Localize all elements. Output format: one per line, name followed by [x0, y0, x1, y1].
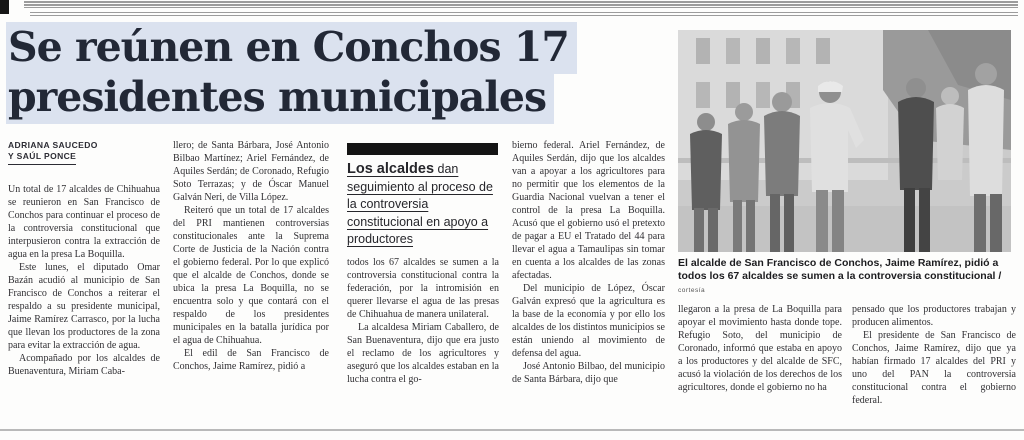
paragraph: todos los 67 alcaldes se sumen a la controversia constitucional contra la federación, por la intromisión en querer llevarse el agua de las presas de Chihuahua de manera unilateral. — [347, 257, 499, 320]
top-rule — [30, 12, 1018, 13]
photo-caption — [678, 257, 1020, 297]
paragraph: llegaron a la presa de La Boquilla para apoyar el movimiento hasta donde tope. Refugio Soto, del municipio de Coronado, informó que estaba en apoyo a los productores y del alcalde de SFC, acusó la violación de los derechos de los agricultores, donde el gobierno no ha — [678, 304, 842, 393]
byline-author-1: ADRIANA SAUCEDO — [8, 140, 98, 150]
photo-illustration — [678, 30, 1011, 252]
headline-line-2: presidentes municipales — [6, 72, 554, 124]
text-column-2 — [173, 139, 329, 435]
pullquote — [347, 161, 501, 249]
byline — [8, 140, 98, 165]
paragraph: El edil de San Francisco de Conchos, Jaime Ramírez, pidió a — [173, 348, 329, 372]
paragraph: bierno federal. Ariel Fernández, de Aquiles Serdán, dijo que los alcaldes van a apoyar a los agricultores para no permitir que los elementos de la Guardia Nacional vuelvan a tener el control de la presa La Boquilla. Acusó que el gobierno usó el pretexto de pagar a EU el Tratado del 44 para llevar el agua a Tamaulipas sin tomar en cuenta a los alcaldes de las zonas afectadas. — [512, 140, 665, 281]
photo-credit: cortesía — [678, 287, 706, 294]
pullquote-top-bar — [347, 143, 498, 155]
photo-caption-text: El alcalde de San Francisco de Conchos, Jaime Ramírez, pidió a todos los 67 alcaldes se sumen a la controversia constitucional / — [678, 257, 1002, 282]
paragraph: llero; de Santa Bárbara, José Antonio Bilbao Martínez; Ariel Fernández, de Aquiles Serdán; de Coronado, Refugio Soto Terrazas; y de Óscar Manuel Galván Neri, de Villa López. — [173, 140, 329, 203]
paragraph: La alcaldesa Miriam Caballero, de San Buenaventura, dijo que era justo el reclamo de los agricultores y aseguró que los alcaldes estaban en la lucha contra el go- — [347, 322, 499, 385]
paragraph: Un total de 17 alcaldes de Chihuahua se reunieron en San Francisco de Conchos para continuar el proceso de la controversia constitucional que interpusieron contra la extracción de agua en la presa La Boquilla. — [8, 184, 160, 260]
paragraph: Del municipio de López, Óscar Galván expresó que la agricultura es la base de la economía y por ello los alcaldes de los distintos municipios se están uniendo al movimiento de defensa del agua. — [512, 283, 665, 359]
text-column-1 — [8, 183, 160, 435]
text-column-3 — [347, 256, 499, 436]
paragraph: José Antonio Bilbao, del municipio de Santa Bárbara, dijo que — [512, 361, 665, 385]
paragraph: Reiteró que un total de 17 alcaldes del PRI mantienen controversias constitucionales ante la Suprema Corte de Justicia de la Nación contra el gobierno federal. Por lo que explicó que el alcalde de Conchos, donde se ubica la presa La Boquilla, no se encuentra solo y que contará con el respaldo de los presidentes municipales en la batalla jurídica por el agua de Chihuahua. — [173, 205, 329, 346]
text-column-5 — [678, 303, 842, 435]
paragraph: El presidente de San Francisco de Conchos, Jaime Ramírez, dijo que ya habían firmado 17 alcaldes del PRI y uno del PAN la controversia constitucional contra el gobierno federal. — [852, 330, 1016, 406]
scan-corner-mark — [0, 0, 9, 14]
headline-line-1: Se reúnen en Conchos 17 — [6, 22, 577, 74]
paragraph: Este lunes, el diputado Omar Bazán acudió al municipio de San Francisco de Conchos a reiterar el respaldo a su presidente municipal, Jaime Ramírez Carrasco, por la lucha que llevan los productores de la zona para evitar la extracción de agua. — [8, 262, 160, 351]
top-rule — [24, 7, 1018, 8]
top-rule — [24, 1, 1018, 3]
article-photo — [678, 30, 1011, 252]
paragraph: Acompañado por los alcaldes de Buenaventura, Miriam Caba- — [8, 353, 160, 377]
pullquote-lead: Los alcaldes — [347, 161, 435, 177]
text-column-6 — [852, 303, 1016, 435]
text-column-4 — [512, 139, 665, 435]
article-headline — [6, 22, 577, 122]
byline-author-2: Y SAÚL PONCE — [8, 151, 76, 165]
paragraph: pensado que los productores trabajan y producen alimentos. — [852, 304, 1016, 328]
scan-bottom-rule — [0, 429, 1024, 431]
pullquote-rest: dan seguimiento al proceso de la controversia constitucional en apoyo a productores — [347, 162, 493, 246]
top-rule — [24, 4, 1018, 6]
top-rule — [30, 15, 1018, 16]
